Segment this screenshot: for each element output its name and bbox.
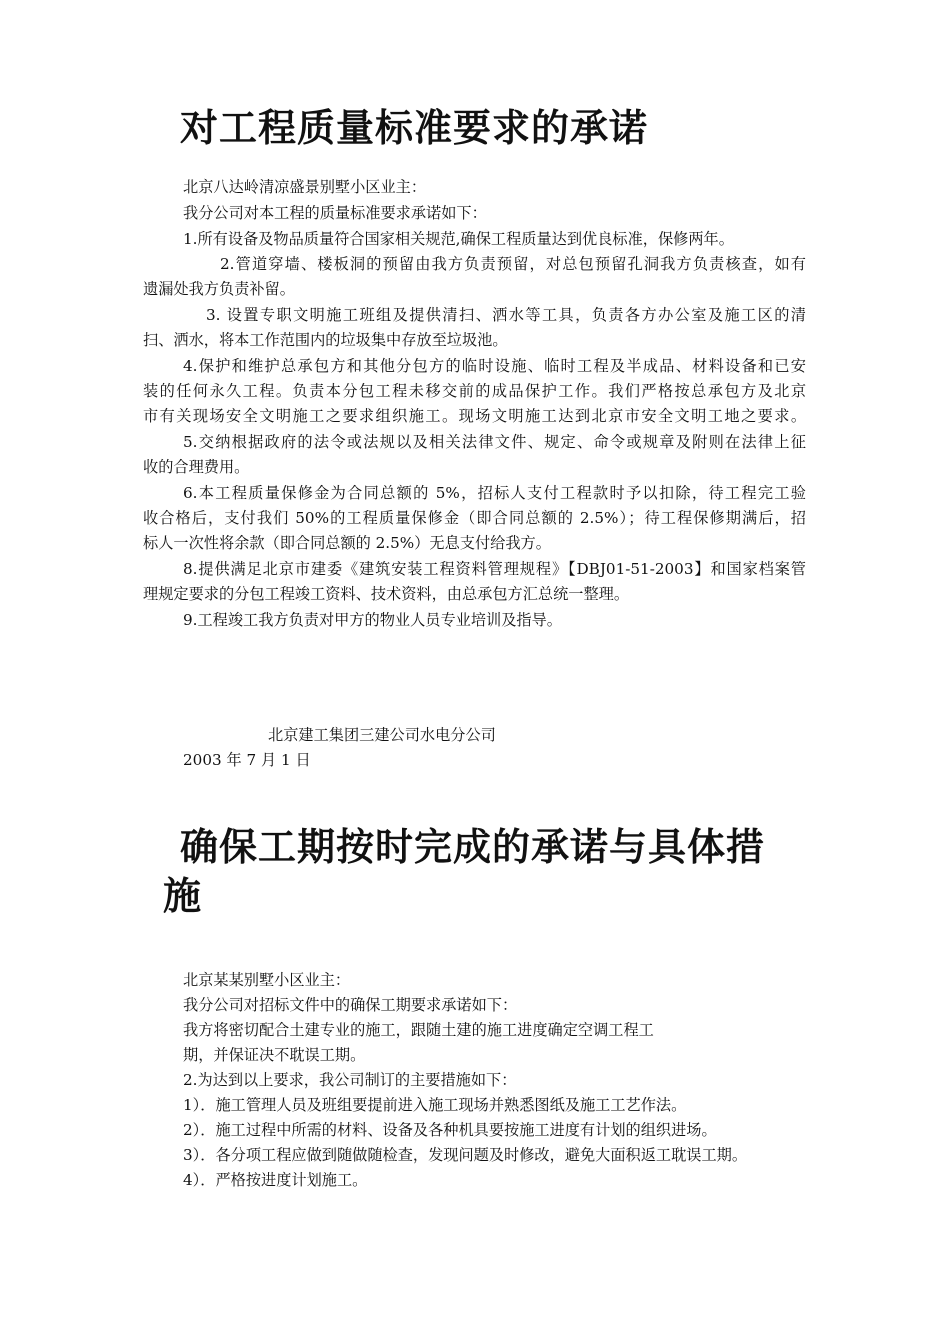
section1-date: 2003 年 7 月 1 日	[183, 751, 311, 769]
section1-item-4-cont2: 市有关现场安全文明施工之要求组织施工。现场文明施工达到北京市安全文明工地之要求。	[143, 407, 806, 425]
section1-company: 北京建工集团三建公司水电分公司	[268, 726, 496, 744]
section1-item-6-cont1: 收合格后，支付我们 50%的工程质量保修金（即合同总额的 2.5%）；待工程保修期满后，招	[143, 509, 806, 527]
section2-measure-3: 3）．各分项工程应做到随做随检查，发现问题及时修改，避免大面积返工耽误工期。	[183, 1146, 748, 1164]
section2-salutation: 北京某某别墅小区业主：	[183, 971, 351, 989]
section1-item-8: 8.提供满足北京市建委《建筑安装工程资料管理规程》【DBJ01-51-2003】和国家档案管	[183, 560, 806, 578]
section1-salutation: 北京八达岭清凉盛景别墅小区业主：	[183, 178, 426, 196]
section2-intro: 我分公司对招标文件中的确保工期要求承诺如下：	[183, 996, 518, 1014]
section1-item-5-cont: 收的合理费用。	[143, 458, 250, 476]
section1-item-3: 3. 设置专职文明施工班组及提供清扫、洒水等工具，负责各方办公室及施工区的清	[206, 306, 806, 324]
section2-measure-2: 2）．施工过程中所需的材料、设备及各种机具要按施工进度有计划的组织进场。	[183, 1121, 717, 1139]
section1-item-6-cont2: 标人一次性将余款（即合同总额的 2.5%）无息支付给我方。	[143, 534, 551, 552]
section2-measure-4: 4）．严格按进度计划施工。	[183, 1171, 368, 1189]
section1-item-4-cont1: 装的任何永久工程。负责本分包工程未移交前的成品保护工作。我们严格按总承包方及北京	[143, 382, 806, 400]
section1-title: 对工程质量标准要求的承诺	[180, 105, 649, 150]
section2-title-line1: 确保工期按时完成的承诺与具体措	[180, 824, 766, 869]
section1-item-5: 5.交纳根据政府的法令或法规以及相关法律文件、规定、命令或规章及附则在法律上征	[183, 433, 806, 451]
section1-item-1: 1.所有设备及物品质量符合国家相关规范,确保工程质量达到优良标准，保修两年。	[183, 230, 734, 248]
section2-line1: 我方将密切配合土建专业的施工，跟随土建的施工进度确定空调工程工	[183, 1021, 654, 1039]
section1-item-4: 4.保护和维护总承包方和其他分包方的临时设施、临时工程及半成品、材料设备和已安	[183, 357, 806, 375]
section1-item-8-cont: 理规定要求的分包工程竣工资料、技术资料，由总承包方汇总统一整理。	[143, 585, 629, 603]
section2-measure-1: 1）．施工管理人员及班组要提前进入施工现场并熟悉图纸及施工工艺作法。	[183, 1096, 687, 1114]
section1-intro: 我分公司对本工程的质量标准要求承诺如下：	[183, 204, 487, 222]
section1-item-2-cont: 遗漏处我方负责补留。	[143, 280, 295, 298]
section2-line3: 2.为达到以上要求，我公司制订的主要措施如下：	[183, 1071, 517, 1089]
section1-item-3-cont: 扫、洒水，将本工作范围内的垃圾集中存放至垃圾池。	[143, 331, 508, 349]
section1-item-2: 2.管道穿墙、楼板洞的预留由我方负责预留，对总包预留孔洞我方负责核查，如有	[220, 255, 806, 273]
section2-title-line2: 施	[163, 873, 203, 918]
section2-line2: 期，并保证决不耽误工期。	[183, 1046, 366, 1064]
section1-item-9: 9.工程竣工我方负责对甲方的物业人员专业培训及指导。	[183, 611, 562, 629]
section1-item-6: 6.本工程质量保修金为合同总额的 5%，招标人支付工程款时予以扣除，待工程完工验	[183, 484, 806, 502]
